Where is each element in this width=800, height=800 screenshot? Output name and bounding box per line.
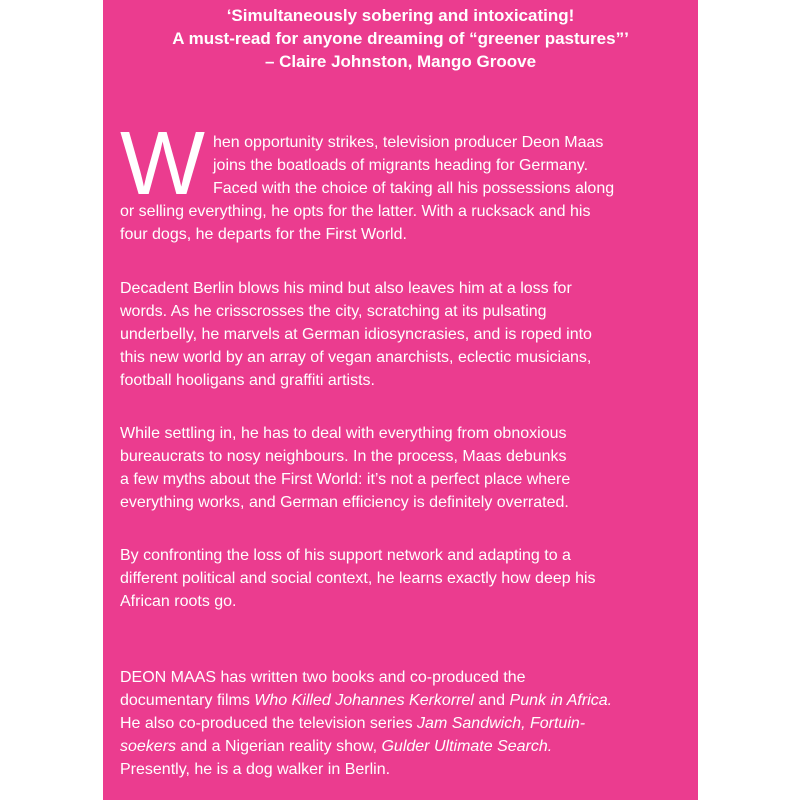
paragraph-3 — [120, 422, 690, 514]
blurb-line: ‘Simultaneously sobering and intoxicating! — [226, 6, 575, 25]
text-line: African roots go. — [120, 593, 237, 610]
text-run: documentary films — [120, 692, 255, 709]
series-title: soekers — [120, 738, 177, 755]
film-title: Who Killed Johannes Kerkorrel — [254, 692, 474, 709]
series-title: Jam Sandwich, Fortuin- — [417, 715, 586, 732]
text-line: Decadent Berlin blows his mind but also leaves him at a loss for — [120, 280, 572, 297]
text-line: football hooligans and graffiti artists. — [120, 372, 375, 389]
text-line: everything works, and German efficiency is definitely overrated. — [120, 494, 569, 511]
text-line: DEON MAAS has written two books and co-produced the — [120, 669, 526, 686]
text-line: hen opportunity strikes, television producer Deon Maas — [213, 134, 604, 151]
text-line — [120, 689, 690, 712]
text-line: Faced with the choice of taking all his possessions along — [213, 180, 615, 197]
text-line: Presently, he is a dog walker in Berlin. — [120, 761, 391, 778]
review-blurb — [103, 4, 698, 73]
text-line: a few myths about the First World: it’s not a perfect place where — [120, 471, 571, 488]
show-title: Gulder Ultimate Search. — [381, 738, 553, 755]
paragraph-1-indented — [213, 131, 683, 200]
author-bio — [120, 666, 690, 781]
text-line — [120, 735, 690, 758]
blurb-attribution: – Claire Johnston, Mango Groove — [264, 52, 537, 71]
text-line: bureaucrats to nosy neighbours. In the process, Maas debunks — [120, 448, 567, 465]
text-line: this new world by an array of vegan anarchists, eclectic musicians, — [120, 349, 592, 366]
text-line: words. As he crisscrosses the city, scratching at its pulsating — [120, 303, 547, 320]
film-title: Punk in Africa. — [509, 692, 613, 709]
blurb-line: A must-read for anyone dreaming of “greener pastures”’ — [172, 29, 629, 48]
text-run: and a Nigerian reality show, — [176, 738, 382, 755]
text-run: and — [473, 692, 510, 709]
book-back-cover — [103, 0, 698, 800]
paragraph-1-continued — [120, 200, 690, 246]
text-line: underbelly, he marvels at German idiosyncrasies, and is roped into — [120, 326, 592, 343]
text-line: different political and social context, he learns exactly how deep his — [120, 570, 596, 587]
text-line: By confronting the loss of his support network and adapting to a — [120, 547, 571, 564]
text-line: While settling in, he has to deal with everything from obnoxious — [120, 425, 567, 442]
text-line — [120, 712, 690, 735]
paragraph-4 — [120, 544, 690, 613]
text-line: or selling everything, he opts for the latter. With a rucksack and his — [120, 203, 591, 220]
paragraph-2 — [120, 277, 690, 392]
text-run: He also co-produced the television series — [120, 715, 418, 732]
drop-cap: W — [120, 114, 205, 214]
text-line: four dogs, he departs for the First World. — [120, 226, 407, 243]
text-line: joins the boatloads of migrants heading for Germany. — [213, 157, 589, 174]
